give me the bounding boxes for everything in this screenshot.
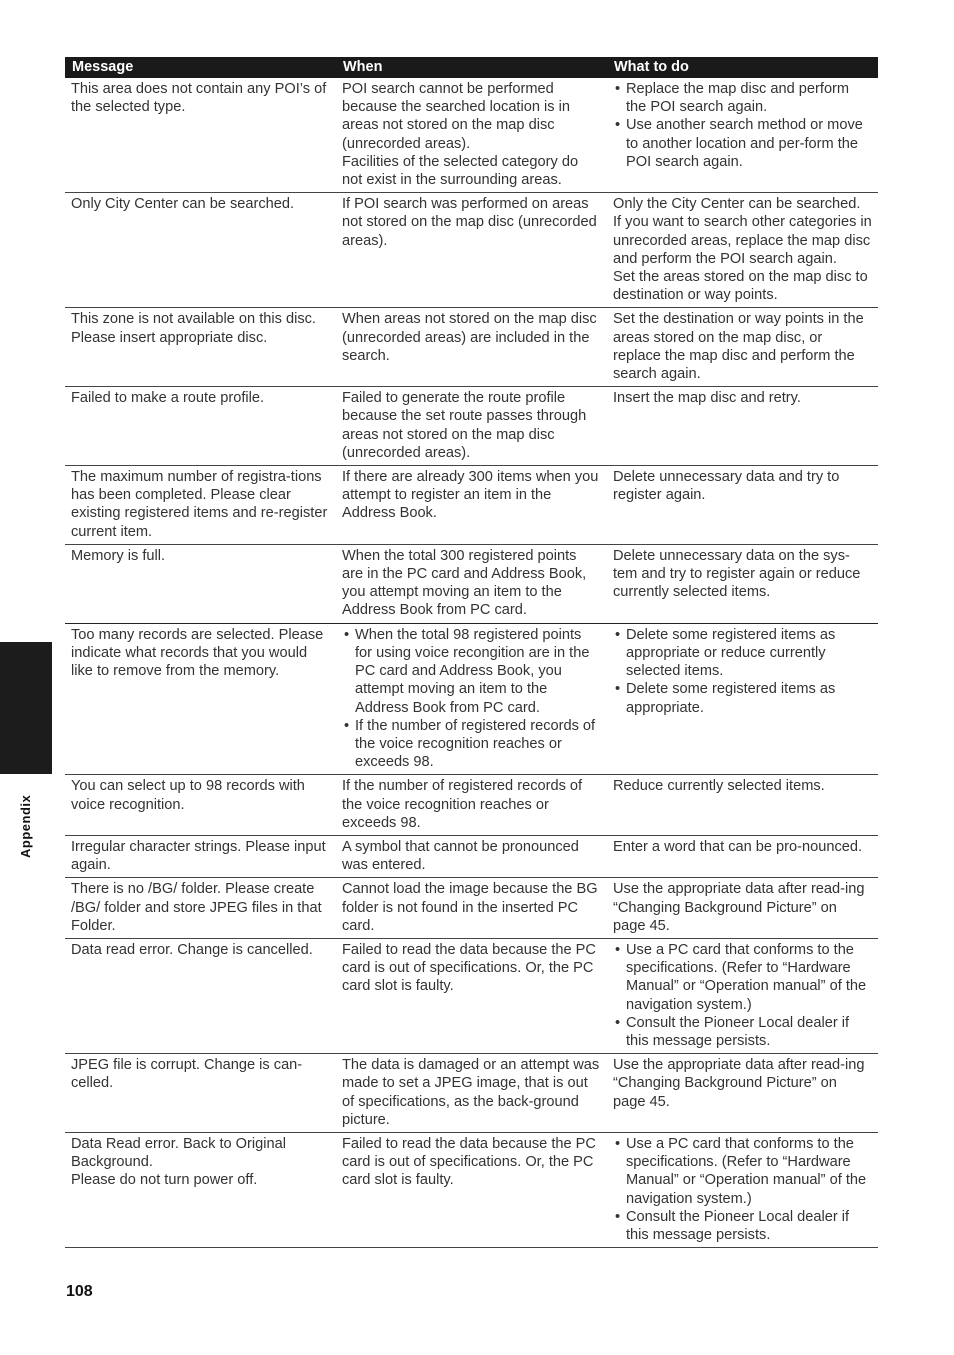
message-text: You can select up to 98 records with voice recognition. <box>71 778 305 813</box>
table-row <box>65 623 878 775</box>
todo-cell <box>607 308 878 387</box>
todo-text: Use the appropriate data after read-ing “Changing Background Picture” on page 45. <box>613 881 865 934</box>
message-text: Memory is full. <box>71 547 166 564</box>
table-row <box>65 193 878 308</box>
header-when: When <box>336 57 607 78</box>
page-number: 108 <box>66 1283 93 1300</box>
message-text: Please insert appropriate disc. <box>71 329 268 346</box>
side-section-tab <box>0 642 52 774</box>
when-text: A symbol that cannot be pronounced was entered. <box>342 838 579 874</box>
message-cell <box>65 308 336 387</box>
todo-bullet: • Use a PC card that conforms to the specifications. (Refer to “Hardware Manual” or “Operation manual” of the navigation system.) <box>613 941 872 1014</box>
when-text: When areas not stored on the map disc (unrecorded areas) are included in the search. <box>342 311 597 364</box>
when-cell <box>336 387 607 466</box>
when-cell <box>336 78 607 193</box>
todo-text: Delete unnecessary data on the sys-tem and try to register again or reduce currently selected items. <box>613 547 861 601</box>
error-message-table <box>65 57 878 1248</box>
todo-list <box>613 941 872 1050</box>
header-message: Message <box>65 57 336 78</box>
todo-cell <box>607 544 878 623</box>
todo-cell <box>607 878 878 939</box>
todo-bullet: • Use a PC card that conforms to the specifications. (Refer to “Hardware Manual” or “Operation manual” of the navigation system.) <box>613 1135 872 1208</box>
side-section-label-text: Appendix <box>18 794 33 858</box>
todo-bullet: • Consult the Pioneer Local dealer if this message persists. <box>613 1208 872 1244</box>
message-text: Data read error. Change is cancelled. <box>71 941 313 958</box>
message-cell <box>65 623 336 775</box>
message-cell <box>65 466 336 545</box>
when-cell <box>336 775 607 836</box>
header-what-to-do: What to do <box>607 57 878 78</box>
todo-cell <box>607 193 878 308</box>
when-cell <box>336 193 607 308</box>
when-cell <box>336 1132 607 1247</box>
when-text: Cannot load the image because the BG folder is not found in the inserted PC card. <box>342 881 598 934</box>
table-row <box>65 878 878 939</box>
when-text: POI search cannot be performed because the searched location is in areas not stored on the map disc (unrecorded areas). <box>342 81 570 152</box>
message-text: The maximum number of registra-tions has been completed. Please clear existing registered items and re-register current item. <box>71 469 328 540</box>
table-row <box>65 387 878 466</box>
todo-text: Only the City Center can be searched. If you want to search other categories in unrecorded areas, replace the map disc and perform the POI search again. <box>613 196 872 267</box>
message-text: Only City Center can be searched. <box>71 196 295 213</box>
todo-cell <box>607 623 878 775</box>
when-list <box>342 626 601 772</box>
message-cell <box>65 878 336 939</box>
todo-text: Enter a word that can be pro-nounced. <box>613 838 863 855</box>
message-cell <box>65 544 336 623</box>
when-text: Failed to generate the route profile because the set route passes through areas not stored on the map disc (unrecorded areas). <box>342 390 587 461</box>
todo-list <box>613 1135 872 1244</box>
message-cell <box>65 387 336 466</box>
message-text: Too many records are selected. Please indicate what records that you would like to remove from the memory. <box>71 626 324 680</box>
message-text: This area does not contain any POI’s of the selected type. <box>71 81 327 116</box>
message-cell <box>65 193 336 308</box>
message-text: Failed to make a route profile. <box>71 390 265 407</box>
when-text: If POI search was performed on areas not stored on the map disc (unrecorded areas). <box>342 196 597 249</box>
table-row <box>65 78 878 193</box>
when-cell <box>336 623 607 775</box>
todo-text: Insert the map disc and retry. <box>613 390 801 407</box>
table-header-row <box>65 57 878 78</box>
message-cell <box>65 1054 336 1133</box>
when-cell <box>336 938 607 1053</box>
when-cell <box>336 1054 607 1133</box>
when-bullet: • If the number of registered records of the voice recognition reaches or exceeds 98. <box>342 717 601 772</box>
todo-bullet: • Replace the map disc and perform the POI search again. <box>613 80 872 116</box>
todo-bullet: • Delete some registered items as appropriate. <box>613 680 872 716</box>
when-text: Facilities of the selected category do not exist in the surrounding areas. <box>342 153 579 189</box>
table-row <box>65 544 878 623</box>
when-text: Failed to read the data because the PC card is out of specifications. Or, the PC card slot is faulty. <box>342 941 596 995</box>
table-row <box>65 466 878 545</box>
when-cell <box>336 835 607 877</box>
table-row <box>65 835 878 877</box>
todo-cell <box>607 835 878 877</box>
when-cell <box>336 878 607 939</box>
todo-bullet: • Consult the Pioneer Local dealer if this message persists. <box>613 1014 872 1050</box>
message-text: Please do not turn power off. <box>71 1172 258 1189</box>
message-text: JPEG file is corrupt. Change is can-celled. <box>71 1057 303 1092</box>
when-cell <box>336 544 607 623</box>
message-cell <box>65 1132 336 1247</box>
when-text: The data is damaged or an attempt was made to set a JPEG image, that is out of specifications, as the back-ground picture. <box>342 1057 600 1128</box>
message-text: This zone is not available on this disc. <box>71 311 316 328</box>
message-cell <box>65 938 336 1053</box>
table-row <box>65 775 878 836</box>
message-cell <box>65 835 336 877</box>
todo-cell <box>607 1132 878 1247</box>
todo-bullet: • Delete some registered items as appropriate or reduce currently selected items. <box>613 626 872 681</box>
todo-cell <box>607 387 878 466</box>
table-row <box>65 938 878 1053</box>
todo-bullet: • Use another search method or move to another location and per-form the POI search again. <box>613 116 872 171</box>
todo-cell <box>607 775 878 836</box>
todo-cell <box>607 1054 878 1133</box>
todo-text: Reduce currently selected items. <box>613 778 825 795</box>
table-row <box>65 1132 878 1247</box>
when-text: Failed to read the data because the PC card is out of specifications. Or, the PC card slot is faulty. <box>342 1135 596 1189</box>
todo-cell <box>607 78 878 193</box>
message-text: Data Read error. Back to Original Background. <box>71 1135 286 1171</box>
when-cell <box>336 308 607 387</box>
when-text: If there are already 300 items when you attempt to register an item in the Address Book. <box>342 469 599 522</box>
when-text: When the total 300 registered points are in the PC card and Address Book, you attempt moving an item to the Address Book from PC card. <box>342 547 587 619</box>
table-row <box>65 308 878 387</box>
todo-text: Use the appropriate data after read-ing “Changing Background Picture” on page 45. <box>613 1057 865 1110</box>
todo-text: Set the destination or way points in the areas stored on the map disc, or replace the map disc and perform the search again. <box>613 311 864 383</box>
message-text: There is no /BG/ folder. Please create /BG/ folder and store JPEG files in that Folder. <box>71 881 322 934</box>
todo-text: Delete unnecessary data and try to register again. <box>613 469 840 504</box>
todo-text: Set the areas stored on the map disc to destination or way points. <box>613 269 868 304</box>
todo-list <box>613 626 872 717</box>
table-row <box>65 1054 878 1133</box>
todo-cell <box>607 938 878 1053</box>
todo-cell <box>607 466 878 545</box>
todo-list <box>613 80 872 171</box>
when-text: If the number of registered records of the voice recognition reaches or exceeds 98. <box>342 778 583 831</box>
message-text: Irregular character strings. Please input again. <box>71 838 326 874</box>
message-cell <box>65 775 336 836</box>
message-cell <box>65 78 336 193</box>
when-cell <box>336 466 607 545</box>
when-bullet: • When the total 98 registered points for using voice recongition are in the PC card and Address Book, you attempt moving an item to the Address Book from PC card. <box>342 626 601 717</box>
